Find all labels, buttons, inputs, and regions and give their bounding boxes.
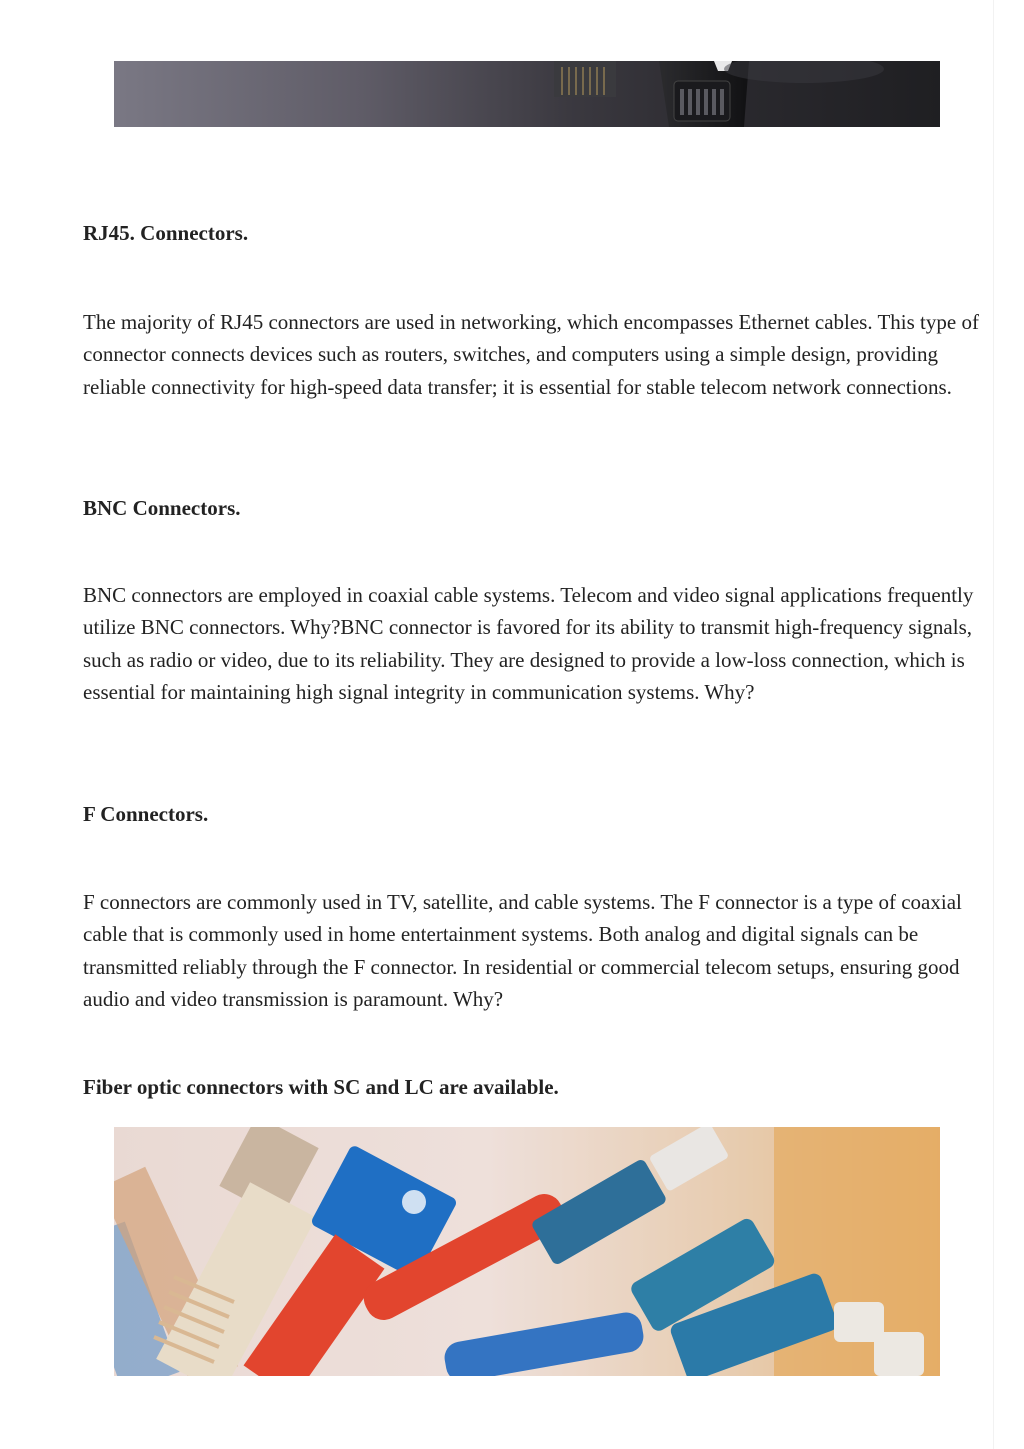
fiber-optic-connector-photo (114, 1127, 940, 1376)
section-heading-f: F Connectors. (83, 802, 209, 826)
section-body-bnc: BNC connectors are employed in coaxial cable systems. Telecom and video signal applications frequently utilize BNC connectors. Why?BNC connector is favored for its ability to transmit high-frequency signals, such as radio or video, due to its reliability. They are designed to provide a low-loss connection, which is essential for maintaining high signal integrity in communication systems. Why? (83, 583, 974, 704)
section-heading-bnc: BNC Connectors. (83, 496, 241, 520)
rj45-connector-photo (114, 61, 940, 127)
page-edge-divider (993, 0, 994, 1449)
section-heading-fiber: Fiber optic connectors with SC and LC are available. (83, 1075, 559, 1099)
section-heading-rj45: RJ45. Connectors. (83, 221, 249, 245)
section-body-rj45: The majority of RJ45 connectors are used in networking, which encompasses Ethernet cables. This type of connector connects devices such as routers, switches, and computers using a simple design, providing reliable connectivity for high-speed data transfer; it is essential for stable telecom network connections. (83, 310, 979, 399)
section-body-f: F connectors are commonly used in TV, satellite, and cable systems. The F connector is a type of coaxial cable that is commonly used in home entertainment systems. Both analog and digital signals can be transmitted reliably through the F connector. In residential or commercial telecom setups, ensuring good audio and video transmission is paramount. Why? (83, 890, 962, 1011)
